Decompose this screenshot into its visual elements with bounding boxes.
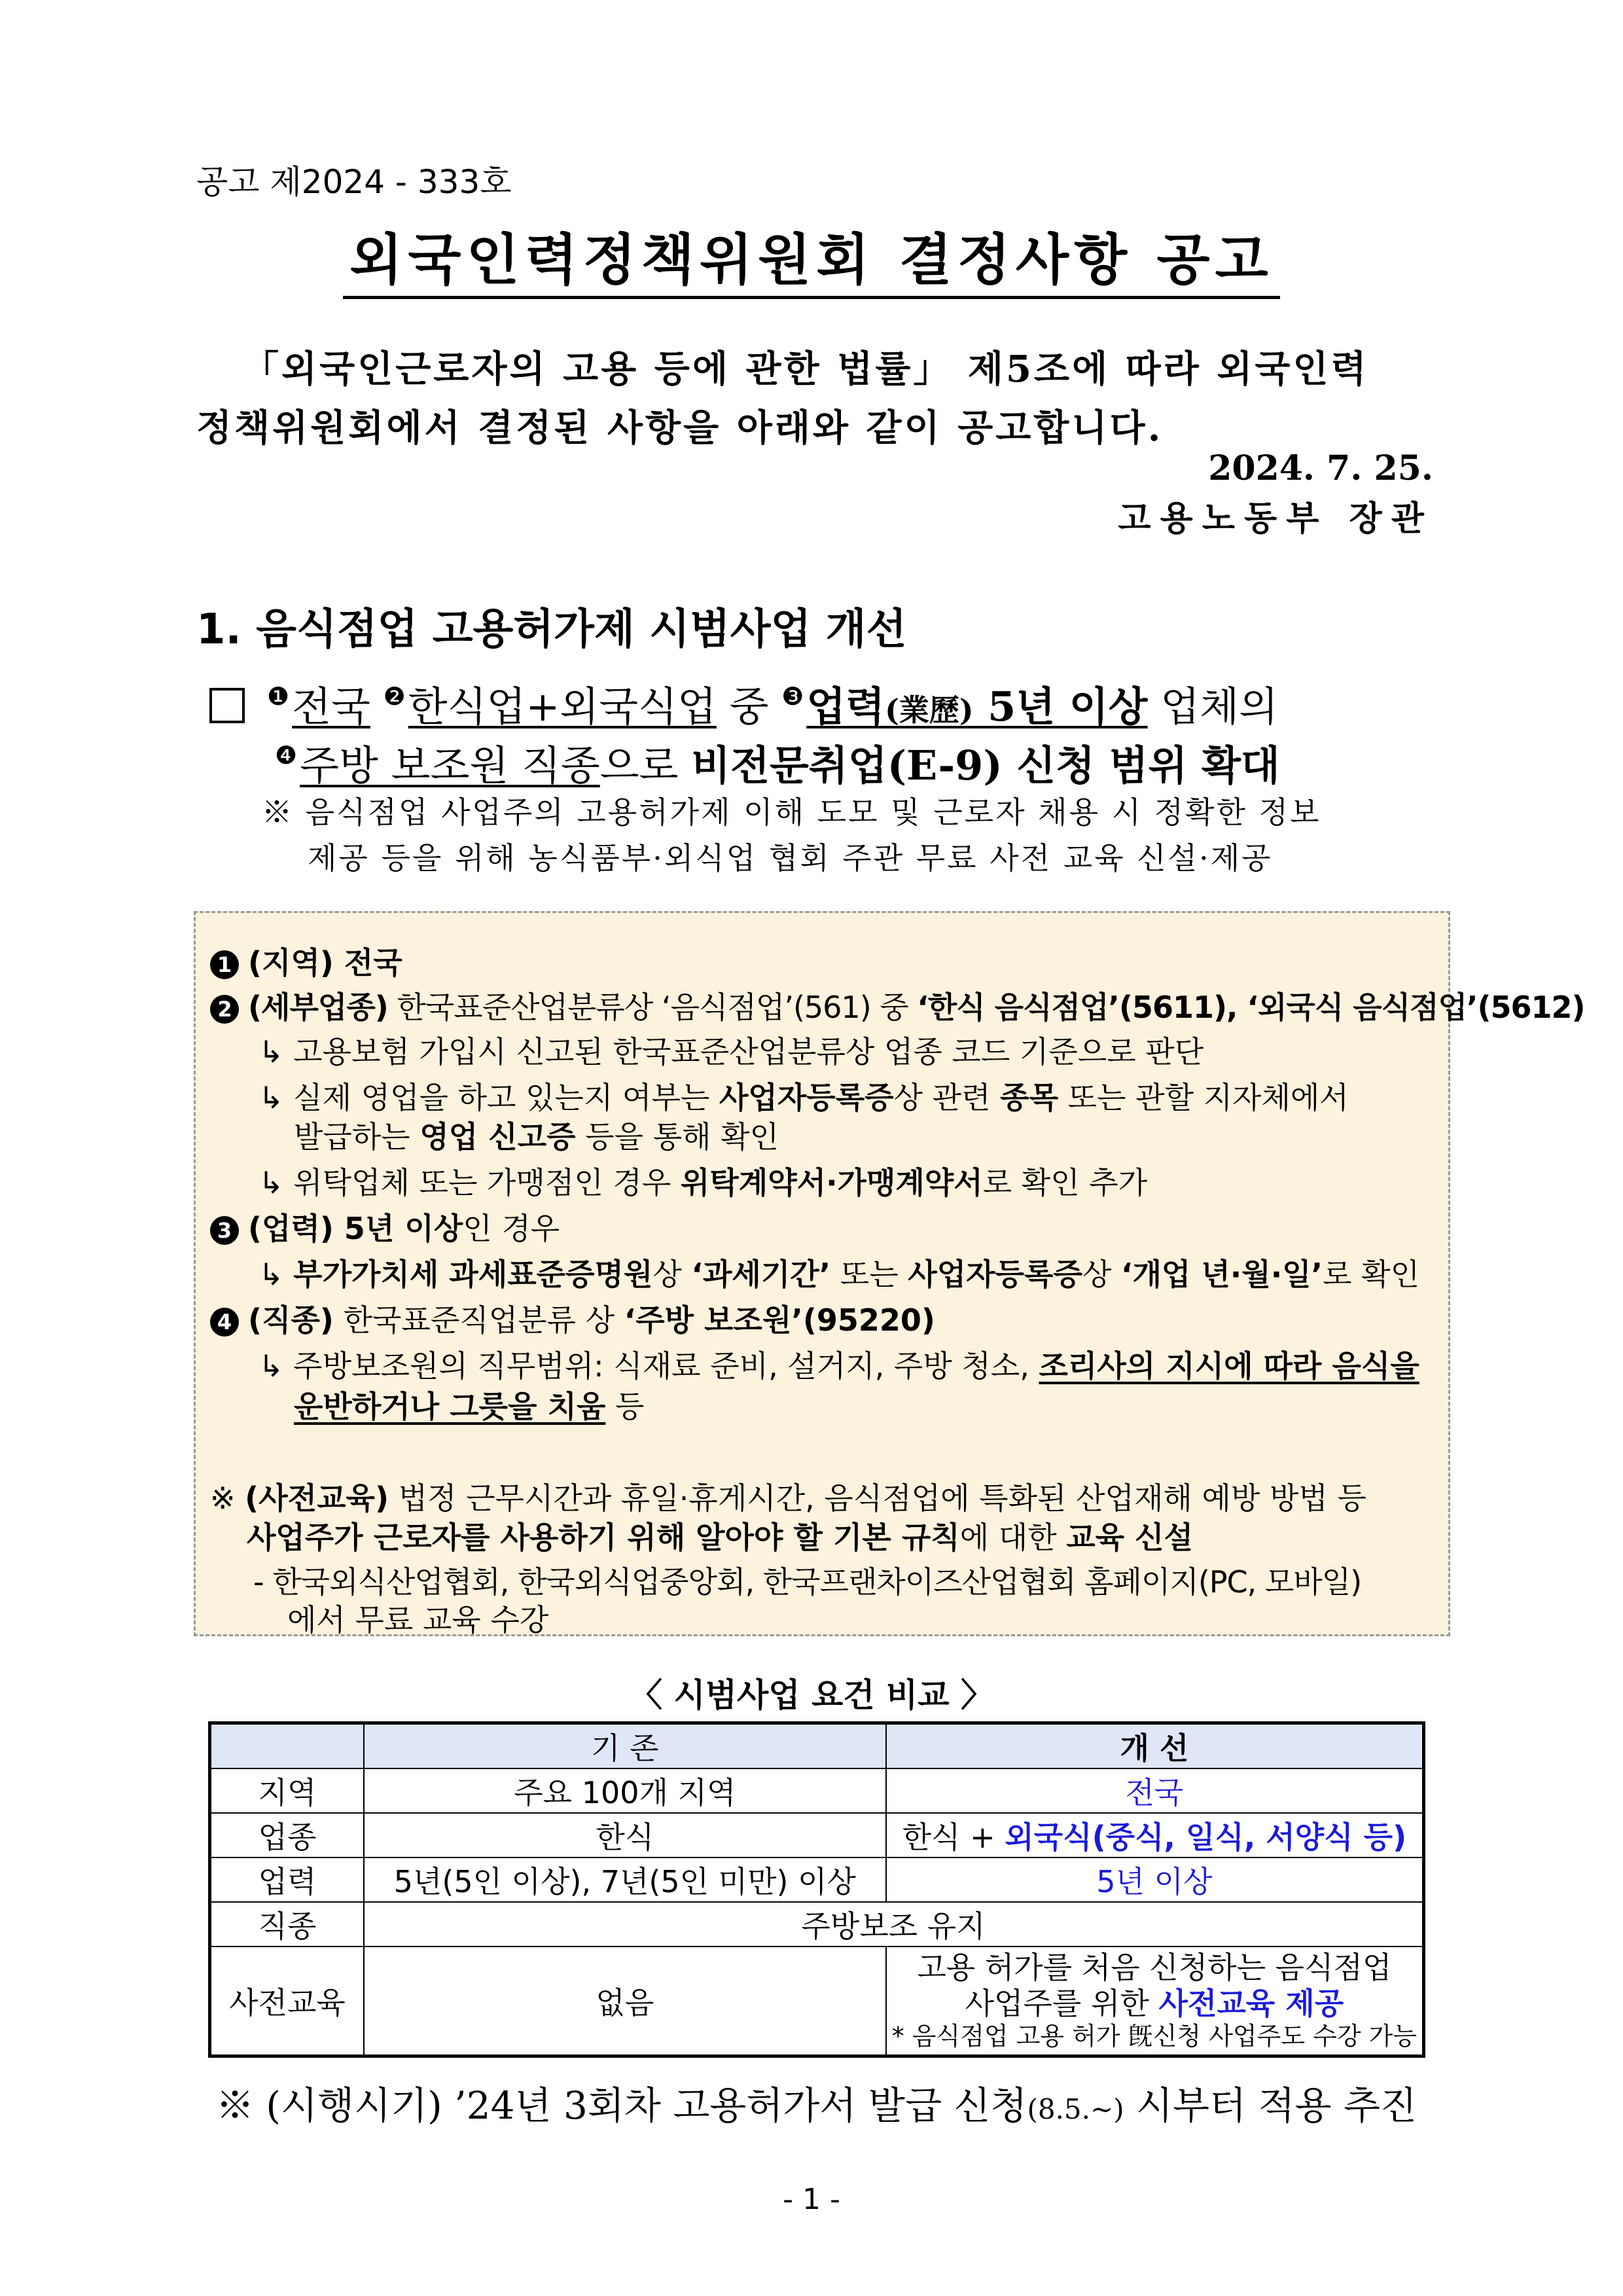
header-cell-after: 개 선: [886, 1723, 1424, 1769]
experience-sub-1: ↳ 부가가치세 과세표준증명원상 ‘과세기간’ 또는 사업자등록증상 ‘개업 년·월·일’로 확인: [259, 1257, 1420, 1292]
number-3-icon: 3: [210, 1216, 239, 1245]
notice-date: 2024. 7. 25.: [1208, 448, 1433, 488]
edu-note-cont: 사업주가 근로자를 사용하기 위해 알아야 할 기본 규칙에 대한 교육 신설: [247, 1520, 1194, 1555]
industry-sub-2: ↳ 실제 영업을 하고 있는지 여부는 사업자등록증상 관련 종목 또는 관할 지자체에서: [259, 1080, 1349, 1115]
checkbox-icon: [209, 688, 245, 723]
table-row: [210, 1857, 1424, 1902]
main-bullet-line-2: $^❹$주방 보조원 직종으로 비전문취업(E-9) 신청 범위 확대: [275, 741, 1280, 789]
row-label: 직종: [210, 1902, 364, 1946]
edu-note: ※ (사전교육) 법정 근무시간과 휴일·휴게시간, 음식점업에 특화된 산업재해 예방 방법 등: [210, 1480, 1366, 1516]
table-row: [210, 1902, 1424, 1946]
table-row: [210, 1768, 1424, 1813]
note-line-1: ※ 음식점업 사업주의 고용허가제 이해 도모 및 근로자 채용 시 정확한 정보: [262, 795, 1321, 830]
intro-line-2: 정책위원회에서 결정된 사항을 아래와 같이 공고합니다.: [196, 406, 1164, 450]
note-line-2: 제공 등을 위해 농식품부·외식업 협회 주관 무료 사전 교육 신설·제공: [308, 840, 1273, 876]
industry-sub-2-cont: 발급하는 영업 신고증 등을 통해 확인: [294, 1119, 779, 1155]
industry-sub-3: ↳ 위탁업체 또는 가맹점인 경우 위탁계약서·가맹계약서로 확인 추가: [259, 1165, 1148, 1200]
page-title: 외국인력정책위원회 결정사항 공고: [0, 216, 1623, 295]
row-label: 지역: [210, 1768, 364, 1813]
item-industry: 2 (세부업종) 한국표준산업분류상 ‘음식점업’(561) 중 ‘한식 음식점업’(5611), ‘외국식 음식점업’(5612): [210, 984, 1585, 1027]
item-occupation: 4 (직종) 한국표준직업분류 상 ‘주방 보조원’(95220): [210, 1297, 935, 1340]
row-label: 업종: [210, 1813, 364, 1857]
section-heading: 1. 음식점업 고용허가제 시범사업 개선: [196, 605, 907, 654]
footnote: ※ (시행시기) ’24년 3회차 고용허가서 발급 신청(8.5.~) 시부터 적용 추진: [216, 2083, 1418, 2128]
edu-sub-cont: 에서 무료 교육 수강: [287, 1602, 549, 1638]
header-cell-empty: [210, 1723, 364, 1769]
item-experience: 3 (업력) 5년 이상인 경우: [210, 1205, 560, 1248]
table-title: 〈 시범사업 요건 비교 〉: [629, 1676, 994, 1714]
intro-line-1: 「외국인근로자의 고용 등에 관한 법률」 제5조에 따라 외국인력: [242, 348, 1369, 391]
row-after: 전국: [886, 1768, 1424, 1813]
minister-signature: 고용노동부 장관: [1118, 499, 1433, 539]
table-row: [210, 1813, 1424, 1857]
row-after: 고용 허가를 처음 신청하는 음식점업 사업주를 위한 사전교육 제공 * 음식점업 고용 허가 旣신청 사업주도 수강 가능: [886, 1946, 1424, 2056]
occupation-sub-1: ↳ 주방보조원의 직무범위: 식재료 준비, 설거지, 주방 청소, 조리사의 지시에 따라 음식을: [259, 1348, 1419, 1384]
header-cell-before: 기 존: [364, 1723, 886, 1769]
row-before: 주요 100개 지역: [364, 1768, 886, 1813]
row-label: 사전교육: [210, 1946, 364, 2056]
notice-number: 공고 제2024 - 333호: [196, 163, 512, 201]
row-after: 한식 + 외국식(중식, 일식, 서양식 등): [886, 1813, 1424, 1857]
row-merged: 주방보조 유지: [364, 1902, 1424, 1946]
number-2-icon: 2: [210, 995, 239, 1024]
item-region: 1 (지역) 전국: [210, 939, 402, 982]
row-before: 한식: [364, 1813, 886, 1857]
edu-sub: - 한국외식산업협회, 한국외식업중앙회, 한국프랜차이즈산업협회 홈페이지(PC, 모바일): [253, 1564, 1362, 1600]
table-row: [210, 1946, 1424, 2056]
row-after: 5년 이상: [886, 1857, 1424, 1902]
page-number: - 1 -: [783, 2183, 840, 2216]
main-bullet-line-1: $^❶$전국 $^❷$한식업+외국식업 중 $^❸$업력(業歷) 5년 이상 업체의: [209, 674, 1278, 732]
table-header-row: [210, 1723, 1424, 1769]
number-4-icon: 4: [210, 1308, 239, 1336]
occupation-sub-1-cont: 운반하거나 그릇을 치움 등: [294, 1389, 645, 1424]
number-1-icon: 1: [210, 950, 239, 979]
comparison-table: [208, 1721, 1425, 2058]
detail-box: [194, 911, 1585, 1638]
row-label: 업력: [210, 1857, 364, 1902]
row-before: 5년(5인 이상), 7년(5인 미만) 이상: [364, 1857, 886, 1902]
industry-sub-1: ↳ 고용보험 가입시 신고된 한국표준산업분류상 업종 코드 기준으로 판단: [259, 1034, 1204, 1069]
row-before: 없음: [364, 1946, 886, 2056]
